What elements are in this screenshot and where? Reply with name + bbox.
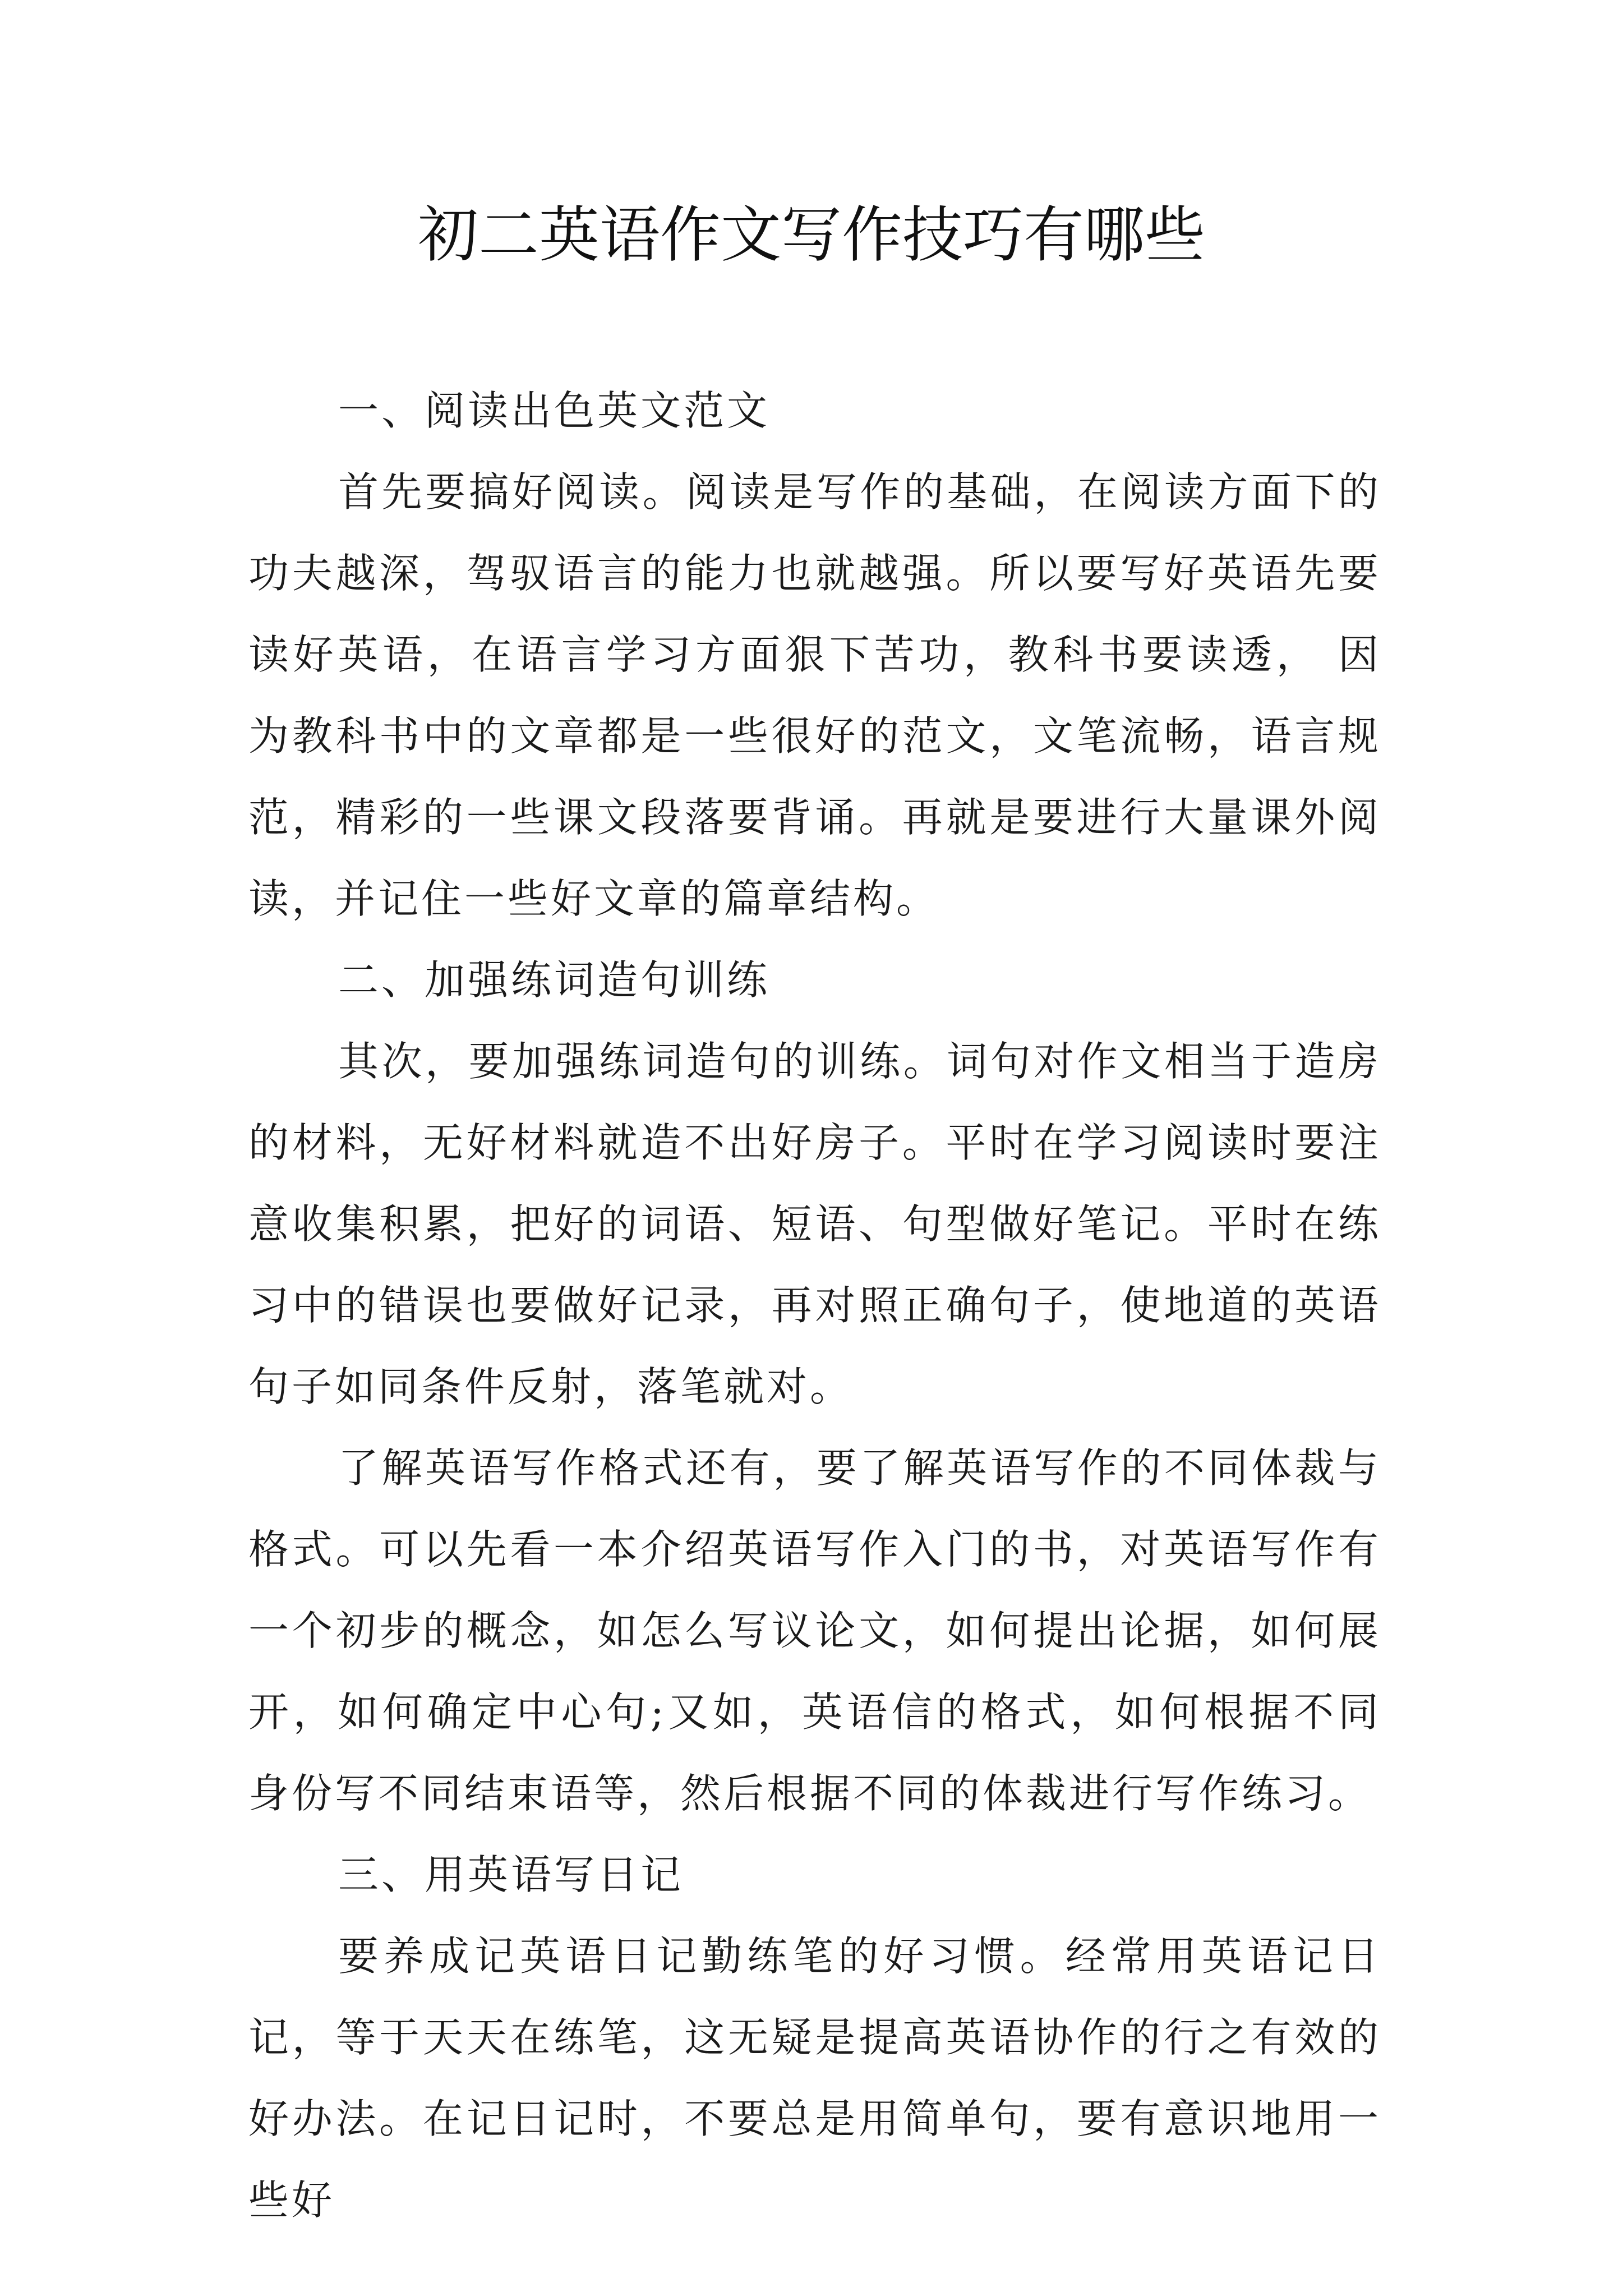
document-body xyxy=(248,370,1381,2241)
section-heading-diary: 三、用英语写日记 xyxy=(338,1851,684,1898)
paragraph-diary: 要养成记英语日记勤练笔的好习惯。经常用英语记日记，等于天天在练笔，这无疑是提高英语协作的行之有效的好办法。在记日记时，不要总是用简单句，要有意识地用一些好 xyxy=(248,1932,1381,2224)
paragraph-sentence-training: 其次，要加强练词造句的训练。词句对作文相当于造房的材料，无好材料就造不出好房子。平时在学习阅读时要注意收集积累，把好的词语、短语、句型做好笔记。平时在练习中的错误也要做好记录，再对照正确句子，使地道的英语句子如同条件反射，落笔就对。 xyxy=(248,1038,1381,1410)
document-title: 初二英语作文写作技巧有哪些 xyxy=(417,200,1205,270)
paragraph-writing-format: 了解英语写作格式还有，要了解英语写作的不同体裁与格式。可以先看一本介绍英语写作入门的书，对英语写作有一个初步的概念，如怎么写议论文，如何提出论据，如何展开，如何确定中心句;又如，英语信的格式，如何根据不同身份写不同结束语等，然后根据不同的体裁进行写作练习。 xyxy=(248,1444,1381,1817)
section-heading-sentence-training: 二、加强练词造句训练 xyxy=(338,956,771,1004)
paragraph-reading: 首先要搞好阅读。阅读是写作的基础，在阅读方面下的功夫越深，驾驭语言的能力也就越强。所以要写好英语先要读好英语，在语言学习方面狠下苦功，教科书要读透， 因为教科书中的文章都是一些很好的范文，文笔流畅，语言规范，精彩的一些课文段落要背诵。再就是要进行大量课外阅读，并记住一些好文章的篇章结构。 xyxy=(248,468,1381,922)
section-heading-reading: 一、阅读出色英文范文 xyxy=(338,387,771,434)
